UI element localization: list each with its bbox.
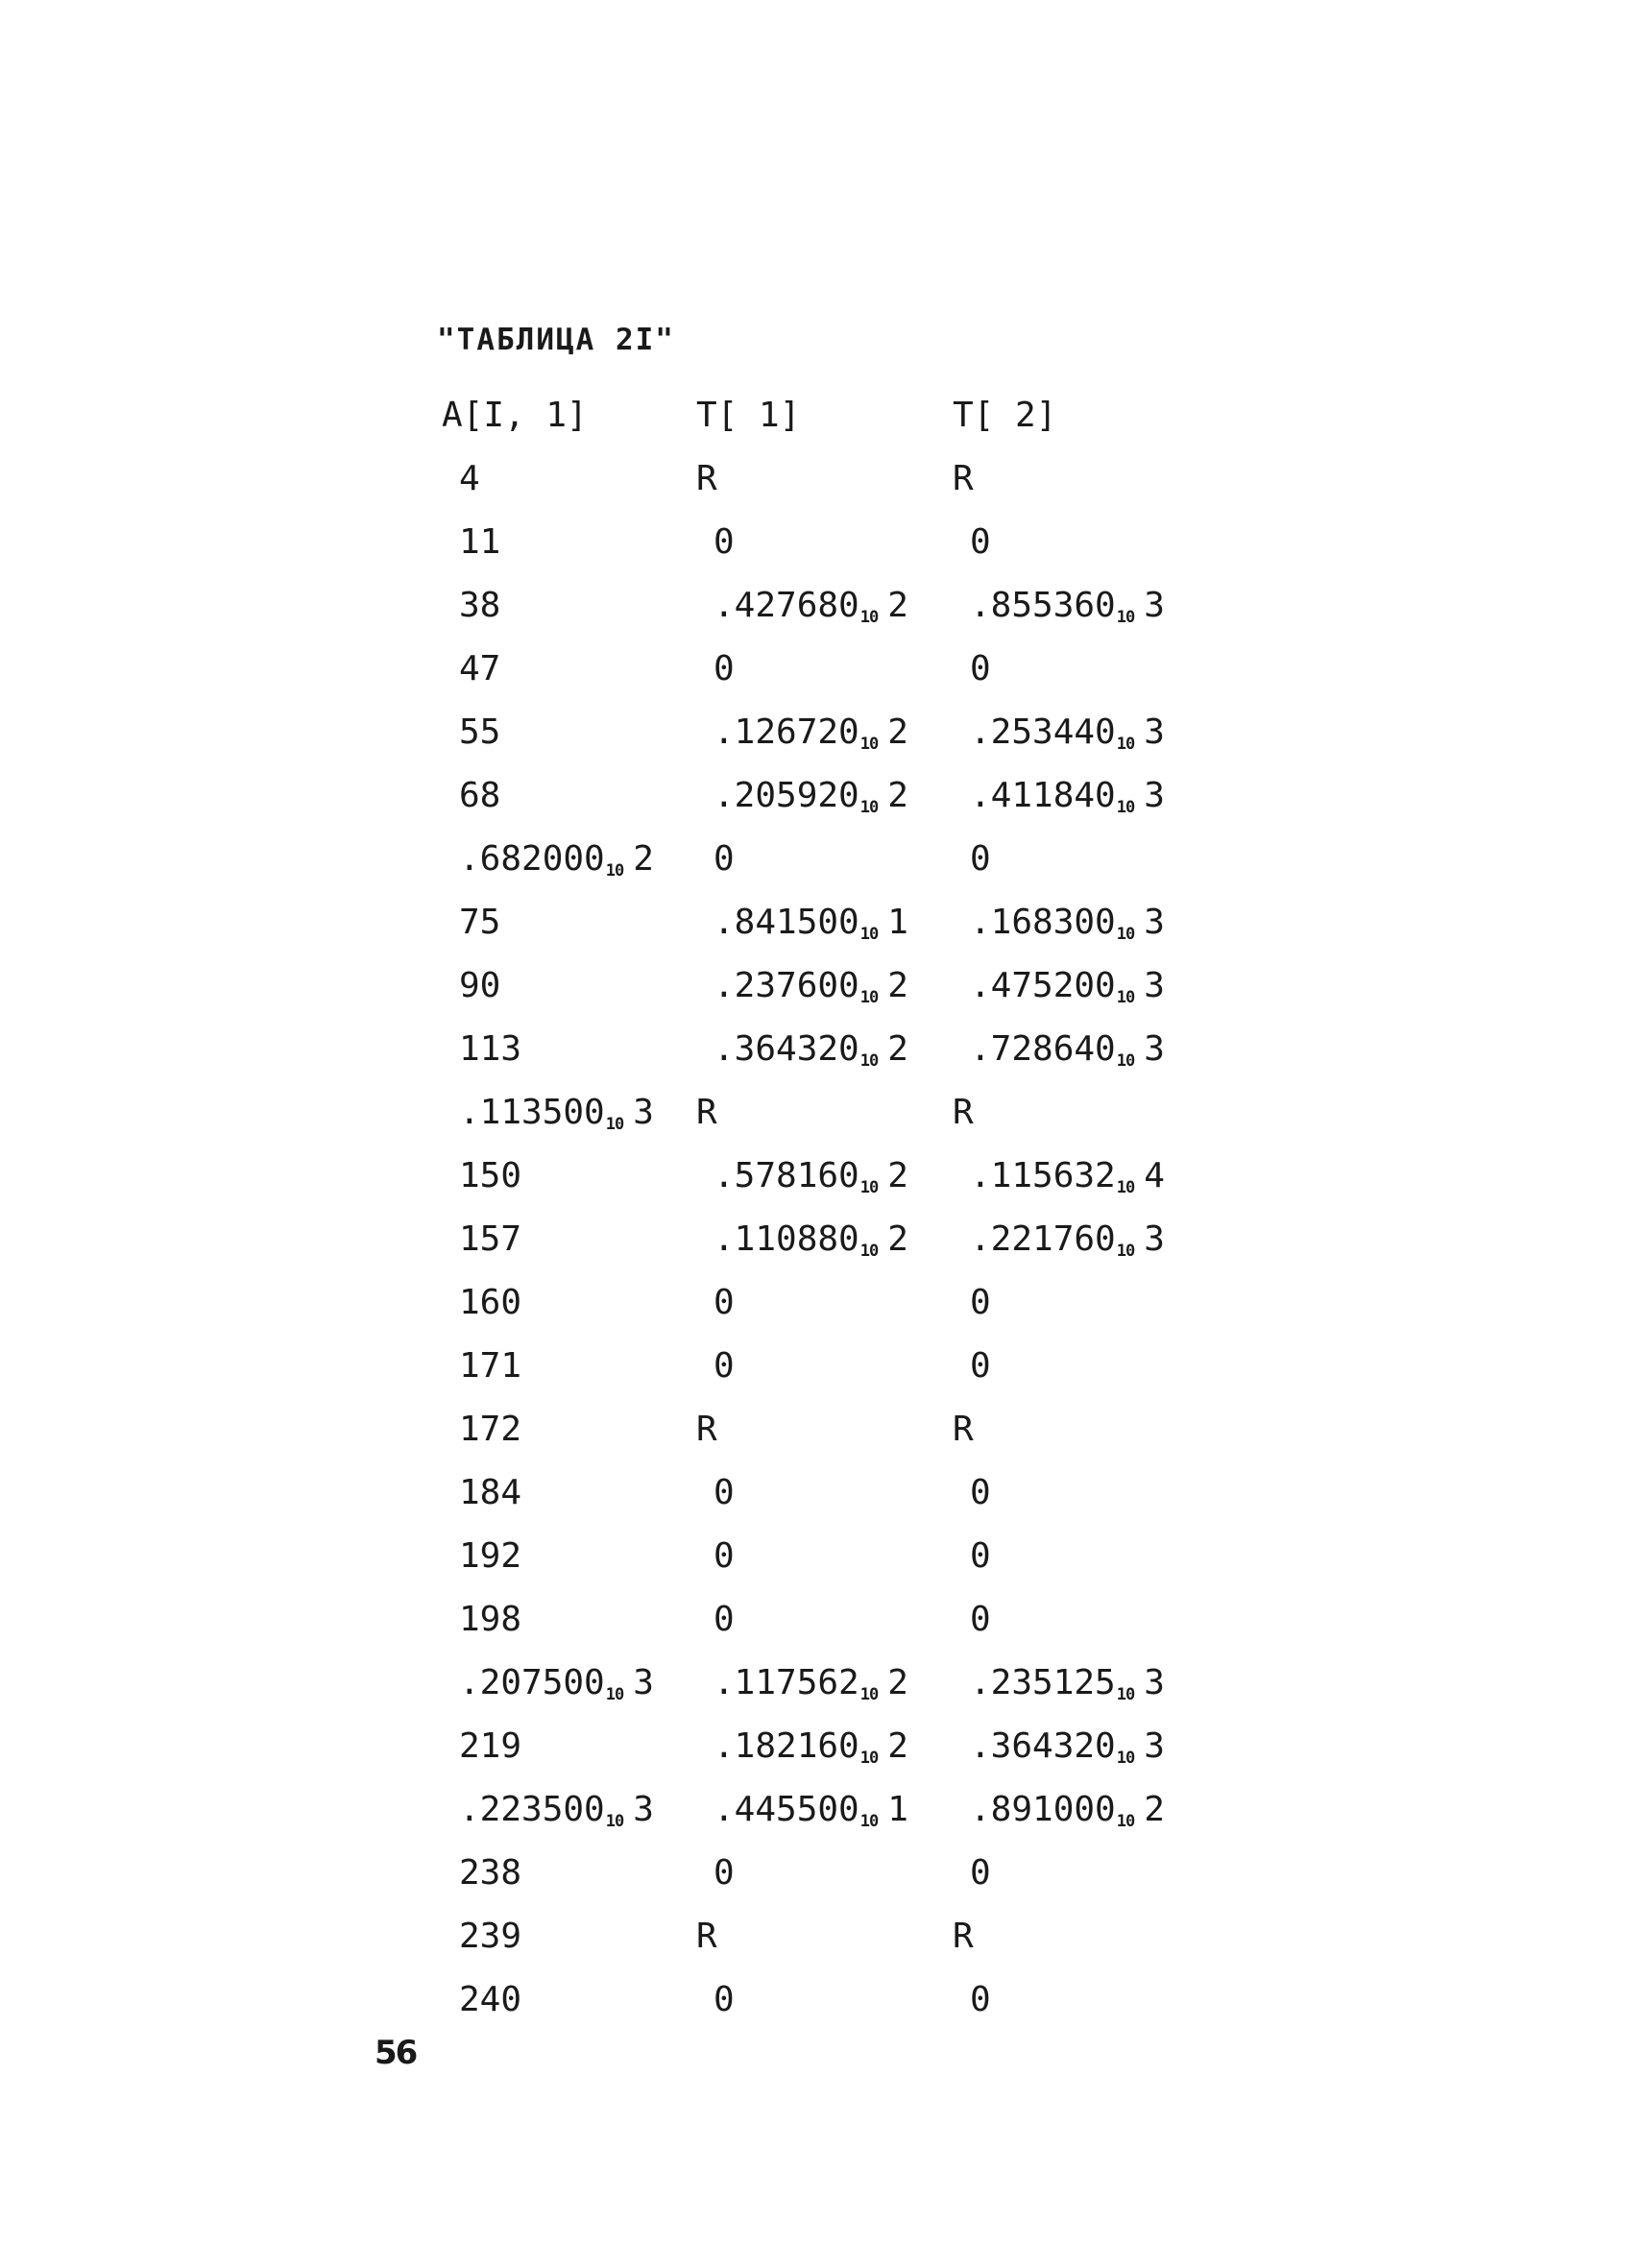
cell-a: 240: [459, 1980, 522, 2019]
cell-t1: $.110880_{10}$ 2: [714, 1219, 908, 1261]
cell-t2: 0: [970, 522, 991, 562]
cell-a: 38: [459, 586, 501, 625]
cell-t1: $.427680_{10}$ 2: [714, 586, 908, 627]
cell-t1: R: [696, 1093, 717, 1132]
cell-t1: R: [696, 1917, 717, 1956]
cell-t1: $.205920_{10}$ 2: [714, 776, 908, 817]
cell-t2: $.855360_{10}$ 3: [970, 586, 1165, 627]
cell-t1: $.126720_{10}$ 2: [714, 712, 908, 754]
table-row: [442, 1652, 1306, 1715]
column-header-t1: T[ 1]: [696, 396, 801, 435]
cell-a: 160: [459, 1283, 522, 1322]
table-row: [442, 891, 1306, 954]
cell-t2: 0: [970, 1283, 991, 1322]
cell-t2: $.221760_{10}$ 3: [970, 1219, 1165, 1261]
table-row: [442, 447, 1306, 511]
cell-t2: 0: [970, 1853, 991, 1893]
cell-a: 157: [459, 1219, 522, 1259]
cell-t1: $.841500_{10}$ 1: [714, 903, 908, 944]
cell-t1: $.182160_{10}$ 2: [714, 1726, 908, 1768]
cell-a: 150: [459, 1156, 522, 1195]
cell-a: 47: [459, 649, 501, 688]
cell-t2: R: [953, 1917, 974, 1956]
cell-t2: R: [953, 1410, 974, 1449]
cell-a: 172: [459, 1410, 522, 1449]
table-row: [442, 701, 1306, 764]
cell-t1: 0: [714, 839, 735, 879]
cell-a: 184: [459, 1473, 522, 1512]
cell-a: 171: [459, 1346, 522, 1386]
cell-t2: $.168300_{10}$ 3: [970, 903, 1165, 944]
cell-a: 239: [459, 1917, 522, 1956]
cell-t2: 0: [970, 649, 991, 688]
cell-a: 55: [459, 712, 501, 752]
table-row: [442, 1588, 1306, 1652]
table-title: "ТАБЛИЦА 2I": [437, 323, 675, 357]
cell-t2: 0: [970, 1473, 991, 1512]
cell-a: 113: [459, 1029, 522, 1069]
cell-t2: 0: [970, 1346, 991, 1386]
cell-t1: 0: [714, 1853, 735, 1893]
cell-t1: $.364320_{10}$ 2: [714, 1029, 908, 1071]
table-row: [442, 828, 1306, 891]
cell-t1: 0: [714, 1980, 735, 2019]
cell-t2: 0: [970, 1600, 991, 1639]
cell-t1: 0: [714, 1600, 735, 1639]
cell-t1: 0: [714, 522, 735, 562]
page-number: 56: [375, 2034, 417, 2072]
table-header-row: [442, 384, 1306, 447]
table-row: [442, 954, 1306, 1018]
cell-t2: $.115632_{10}$ 4: [970, 1156, 1165, 1197]
cell-t1: 0: [714, 1346, 735, 1386]
cell-t2: 0: [970, 839, 991, 879]
data-table: [442, 384, 1306, 2032]
cell-t2: $.728640_{10}$ 3: [970, 1029, 1165, 1071]
cell-t2: $.364320_{10}$ 3: [970, 1726, 1165, 1768]
cell-t1: R: [696, 1410, 717, 1449]
cell-a: 11: [459, 522, 501, 562]
cell-a: 192: [459, 1536, 522, 1576]
cell-t1: $.237600_{10}$ 2: [714, 966, 908, 1007]
table-row: [442, 638, 1306, 701]
cell-a: 219: [459, 1726, 522, 1766]
cell-t2: $.253440_{10}$ 3: [970, 712, 1165, 754]
table-row: [442, 1081, 1306, 1145]
cell-a: 75: [459, 903, 501, 942]
table-row: [442, 1145, 1306, 1208]
cell-t1: R: [696, 459, 717, 498]
cell-t1: 0: [714, 649, 735, 688]
cell-t2: 0: [970, 1536, 991, 1576]
cell-a: 198: [459, 1600, 522, 1639]
cell-a: $.682000_{10}$ 2: [459, 839, 654, 881]
table-row: [442, 1335, 1306, 1398]
table-row: [442, 1461, 1306, 1525]
cell-t1: $.445500_{10}$ 1: [714, 1790, 908, 1831]
cell-t1: 0: [714, 1536, 735, 1576]
table-body: [442, 447, 1306, 2032]
table-row: [442, 1778, 1306, 1842]
cell-t1: 0: [714, 1473, 735, 1512]
table-row: [442, 1398, 1306, 1461]
cell-t2: $.891000_{10}$ 2: [970, 1790, 1165, 1831]
table-row: [442, 1842, 1306, 1905]
column-header-t2: T[ 2]: [953, 396, 1057, 435]
table-row: [442, 574, 1306, 638]
column-header-a: A[I, 1]: [442, 396, 588, 435]
table-row: [442, 1715, 1306, 1778]
cell-a: 4: [459, 459, 480, 498]
cell-t1: 0: [714, 1283, 735, 1322]
cell-t2: $.475200_{10}$ 3: [970, 966, 1165, 1007]
table-row: [442, 764, 1306, 828]
table-row: [442, 1208, 1306, 1271]
cell-t2: R: [953, 459, 974, 498]
cell-a: $.223500_{10}$ 3: [459, 1790, 654, 1831]
cell-t2: $.235125_{10}$ 3: [970, 1663, 1165, 1704]
cell-t2: R: [953, 1093, 974, 1132]
table-row: [442, 1968, 1306, 2032]
cell-a: $.113500_{10}$ 3: [459, 1093, 654, 1134]
cell-a: 238: [459, 1853, 522, 1893]
cell-a: $.207500_{10}$ 3: [459, 1663, 654, 1704]
cell-t1: $.578160_{10}$ 2: [714, 1156, 908, 1197]
cell-a: 90: [459, 966, 501, 1005]
cell-a: 68: [459, 776, 501, 815]
table-row: [442, 1018, 1306, 1081]
table-row: [442, 1905, 1306, 1968]
cell-t2: $.411840_{10}$ 3: [970, 776, 1165, 817]
table-row: [442, 511, 1306, 574]
cell-t2: 0: [970, 1980, 991, 2019]
table-row: [442, 1271, 1306, 1335]
cell-t1: $.117562_{10}$ 2: [714, 1663, 908, 1704]
table-row: [442, 1525, 1306, 1588]
